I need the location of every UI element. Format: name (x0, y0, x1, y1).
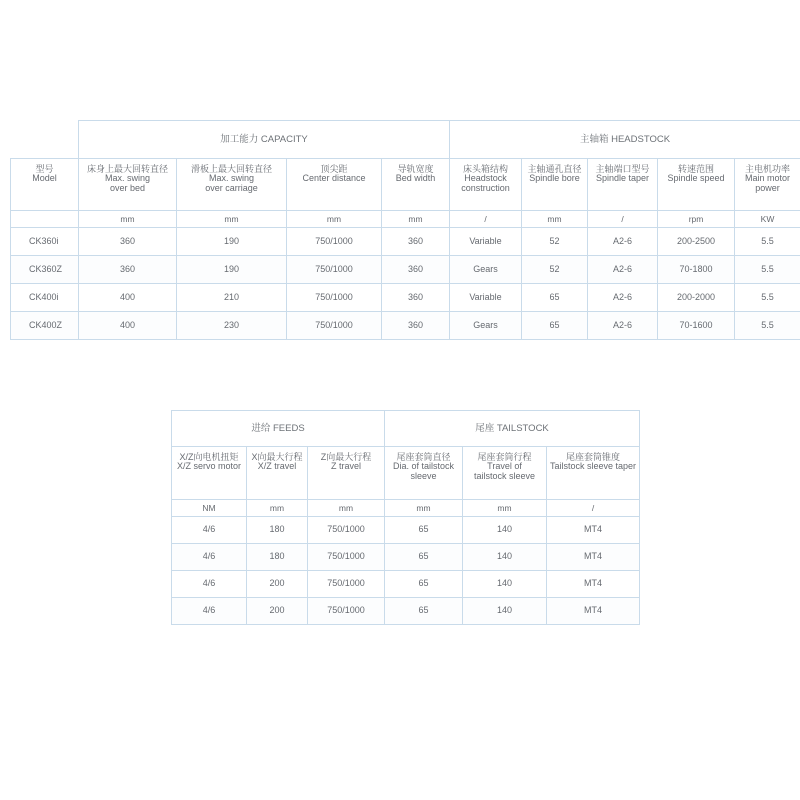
spec-table-feeds-tailstock (171, 410, 640, 625)
table-cell: 65 (385, 598, 463, 625)
table-cell: 360 (382, 256, 450, 284)
column-header-zh: 尾座套筒直径 (396, 452, 451, 462)
group-header-tailstock: 尾座 TAILSTOCK (385, 411, 640, 447)
column-header-model (11, 159, 79, 211)
model-cell: CK400i (11, 284, 79, 312)
table-group-header-row (172, 411, 640, 447)
table-cell: 190 (177, 228, 287, 256)
table-cell: 400 (79, 312, 177, 340)
table-unit-row (172, 500, 640, 517)
table-group-header-row (11, 121, 800, 159)
table-row (172, 571, 640, 598)
column-header-swing-over-carriage (177, 159, 287, 211)
unit-cell: / (450, 211, 522, 228)
table-cell: 360 (79, 228, 177, 256)
table-cell: 360 (382, 284, 450, 312)
table-cell: 140 (463, 517, 547, 544)
table-row (11, 228, 800, 256)
table-cell: 65 (522, 284, 588, 312)
column-header-swing-over-bed (79, 159, 177, 211)
column-header-en-line2: over bed (109, 182, 146, 193)
table-cell: 5.5 (735, 228, 800, 256)
table-cell: A2-6 (588, 284, 658, 312)
table-cell: 200-2500 (658, 228, 735, 256)
table-cell: 360 (79, 256, 177, 284)
table-row (172, 598, 640, 625)
table-cell: 750/1000 (287, 312, 382, 340)
table-cell: 750/1000 (287, 284, 382, 312)
column-header-en: Bed width (395, 173, 436, 184)
table-cell: 65 (385, 571, 463, 598)
column-header-en: Z travel (330, 461, 361, 472)
column-header-en: Max. swing (104, 173, 150, 184)
column-header-zh: 主轴端口型号 (595, 164, 650, 174)
table-cell: Gears (450, 312, 522, 340)
column-header-tailstock-sleeve-dia (385, 447, 463, 500)
table-cell: 180 (247, 544, 308, 571)
column-header-headstock-construction (450, 159, 522, 211)
column-header-en-line2: over carriage (205, 182, 258, 193)
column-header-en: Spindle speed (667, 173, 725, 184)
table-cell: 200 (247, 571, 308, 598)
column-header-main-motor-power (735, 159, 800, 211)
column-header-zh: 型号 (35, 164, 54, 174)
table-cell: 52 (522, 228, 588, 256)
table-cell: A2-6 (588, 312, 658, 340)
column-header-en: Center distance (302, 173, 366, 184)
model-cell: CK360i (11, 228, 79, 256)
unit-cell: mm (308, 500, 385, 517)
table-cell: Variable (450, 284, 522, 312)
column-header-center-distance (287, 159, 382, 211)
column-header-zh: 滑板上最大回转直径 (190, 164, 272, 174)
table-cell: 750/1000 (287, 228, 382, 256)
table-cell: MT4 (547, 544, 640, 571)
column-header-en: Max. swing (208, 173, 254, 184)
column-header-spindle-speed (658, 159, 735, 211)
unit-cell: mm (287, 211, 382, 228)
column-header-en: Spindle bore (529, 173, 580, 184)
table-cell: 210 (177, 284, 287, 312)
column-header-zh: 主轴通孔直径 (527, 164, 582, 174)
table-cell: 5.5 (735, 284, 800, 312)
table-cell: 400 (79, 284, 177, 312)
column-header-en: Headstock (464, 173, 507, 184)
table-cell: 750/1000 (308, 571, 385, 598)
table-cell: A2-6 (588, 228, 658, 256)
unit-cell: mm (522, 211, 588, 228)
column-header-en-line2: construction (461, 182, 510, 193)
unit-cell: NM (172, 500, 247, 517)
model-cell: CK360Z (11, 256, 79, 284)
table-cell: 200-2000 (658, 284, 735, 312)
table-row (172, 544, 640, 571)
group-header-headstock: 主轴箱 HEADSTOCK (450, 121, 800, 159)
table-cell: 140 (463, 571, 547, 598)
table-cell: 4/6 (172, 517, 247, 544)
column-header-en-line2: tailstock sleeve (473, 470, 536, 481)
table-cell: 230 (177, 312, 287, 340)
group-header-feeds: 进给 FEEDS (172, 411, 385, 447)
table-column-header-row (11, 159, 800, 211)
table-cell: 140 (463, 544, 547, 571)
column-header-spindle-taper (588, 159, 658, 211)
table-cell: 180 (247, 517, 308, 544)
group-header-capacity: 加工能力 CAPACITY (79, 121, 450, 159)
column-header-zh: 尾座套筒锥度 (565, 452, 620, 462)
unit-cell: mm (177, 211, 287, 228)
column-header-zh: Z向最大行程 (320, 452, 372, 462)
table-cell: 52 (522, 256, 588, 284)
column-header-spindle-bore (522, 159, 588, 211)
table-cell: 65 (385, 544, 463, 571)
column-header-en: Model (32, 173, 57, 184)
table-cell: 4/6 (172, 544, 247, 571)
column-header-zh: 床身上最大回转直径 (86, 164, 168, 174)
column-header-en: Tailstock sleeve taper (549, 461, 637, 472)
column-header-en: Travel of (487, 461, 522, 472)
table-cell: 750/1000 (308, 517, 385, 544)
unit-cell: mm (385, 500, 463, 517)
unit-cell: mm (463, 500, 547, 517)
table-cell: 190 (177, 256, 287, 284)
column-header-zh: 床头箱结构 (463, 164, 509, 174)
column-header-zh: X向最大行程 (251, 452, 303, 462)
table-cell: 360 (382, 228, 450, 256)
unit-cell: rpm (658, 211, 735, 228)
column-header-bed-width (382, 159, 450, 211)
model-cell: CK400Z (11, 312, 79, 340)
column-header-z-travel (308, 447, 385, 500)
table-cell: 4/6 (172, 598, 247, 625)
table-cell: A2-6 (588, 256, 658, 284)
column-header-en: X/Z servo motor (176, 461, 241, 472)
table-cell: 750/1000 (308, 598, 385, 625)
unit-cell: mm (247, 500, 308, 517)
table-cell: MT4 (547, 598, 640, 625)
unit-cell: KW (735, 211, 800, 228)
unit-cell: mm (79, 211, 177, 228)
column-header-en-line2: sleeve (410, 470, 437, 481)
column-header-tailstock-sleeve-taper (547, 447, 640, 500)
table-cell: 70-1600 (658, 312, 735, 340)
unit-cell: / (547, 500, 640, 517)
table-cell: 360 (382, 312, 450, 340)
column-header-servo-motor-torque (172, 447, 247, 500)
column-header-zh: X/Z向电机扭矩 (179, 452, 239, 462)
unit-cell: / (588, 211, 658, 228)
column-header-en-line2: power (755, 182, 780, 193)
column-header-zh: 主电机功率 (745, 164, 791, 174)
table-cell: 140 (463, 598, 547, 625)
table-cell: 750/1000 (308, 544, 385, 571)
column-header-zh: 导轨宽度 (397, 164, 434, 174)
table-cell: Gears (450, 256, 522, 284)
table-column-header-row (172, 447, 640, 500)
column-header-tailstock-sleeve-travel (463, 447, 547, 500)
table-cell: MT4 (547, 517, 640, 544)
column-header-x-travel (247, 447, 308, 500)
table-row (172, 517, 640, 544)
table-cell: 65 (522, 312, 588, 340)
table-row (11, 312, 800, 340)
unit-cell (11, 211, 79, 228)
unit-cell: mm (382, 211, 450, 228)
group-header-blank (11, 121, 79, 159)
column-header-en: Spindle taper (595, 173, 650, 184)
column-header-zh: 顶尖距 (320, 164, 348, 174)
table-cell: 750/1000 (287, 256, 382, 284)
table-cell: MT4 (547, 571, 640, 598)
column-header-zh: 尾座套筒行程 (477, 452, 532, 462)
table-cell: 70-1800 (658, 256, 735, 284)
table-cell: 5.5 (735, 312, 800, 340)
table-cell: 65 (385, 517, 463, 544)
column-header-en: X/Z travel (257, 461, 297, 472)
column-header-en: Dia. of tailstock (392, 461, 455, 472)
table-row (11, 256, 800, 284)
column-header-en: Main motor (745, 173, 791, 184)
table-cell: 200 (247, 598, 308, 625)
table-cell: 4/6 (172, 571, 247, 598)
table-cell: 5.5 (735, 256, 800, 284)
table-row (11, 284, 800, 312)
spec-table-capacity-headstock (10, 120, 800, 340)
column-header-zh: 转速范围 (678, 164, 715, 174)
table-cell: Variable (450, 228, 522, 256)
table-unit-row (11, 211, 800, 228)
